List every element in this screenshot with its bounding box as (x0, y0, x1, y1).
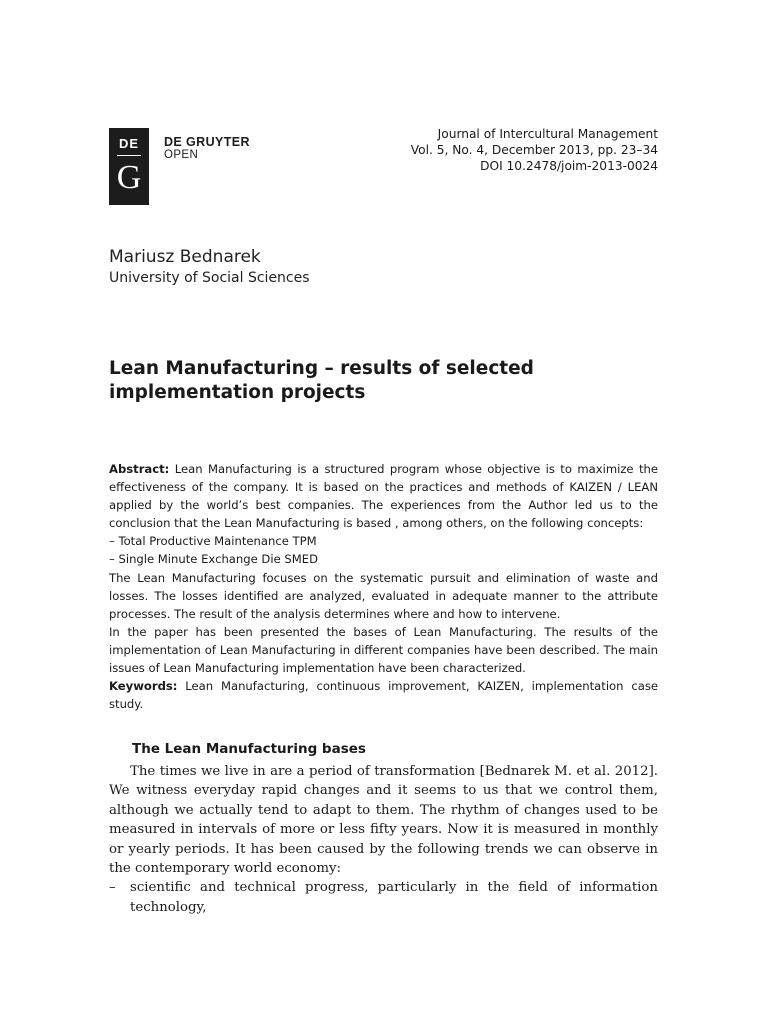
body-paragraph: The times we live in are a period of transformation [Bednarek M. et al. 2012]. We witness everyday rapid changes and it seems to us that we control them, although we actually tend to adapt to them. The rhythm of changes used to be measured in intervals of more or less fifty years. Now it is measured in monthly or yearly periods. It has been caused by the following trends we can observe in the contemporary world economy: (109, 764, 658, 877)
logo-divider (117, 155, 141, 156)
publisher-imprint: OPEN (164, 149, 199, 161)
keywords-label: Keywords: (109, 679, 178, 694)
logo-bottom-text: G (116, 159, 142, 196)
journal-doi: DOI 10.2478/joim-2013-0024 (480, 159, 658, 173)
author-affiliation: University of Social Sciences (109, 270, 310, 286)
keywords-text: Lean Manufacturing, continuous improvement, KAIZEN, implementation case study. (109, 679, 658, 712)
abstract-concept: – Single Minute Exchange Die SMED (109, 552, 319, 567)
journal-name: Journal of Intercultural Management (437, 127, 658, 141)
abstract-paragraph: In the paper has been presented the bases of Lean Manufacturing. The results of the implementation of Lean Manufacturing in different companies have been described. The main issues of Lean Manufacturing implementation have been characterized. (109, 624, 658, 676)
publisher-name (164, 135, 250, 162)
abstract-intro (109, 460, 658, 532)
keywords (109, 677, 658, 713)
de-gruyter-logo (109, 128, 149, 205)
list-dash: – (109, 880, 116, 896)
author-block (109, 246, 310, 288)
abstract-concept: – Total Productive Maintenance TPM (109, 534, 317, 549)
abstract-paragraph: The Lean Manufacturing focuses on the systematic pursuit and elimination of waste and losses. The losses identified are analyzed, evaluated in adequate manner to the attribute processes. The result of the analysis determines where and how to intervene. (109, 570, 658, 621)
trend-list (109, 878, 658, 917)
journal-volume: Vol. 5, No. 4, December 2013, pp. 23–34 (410, 143, 658, 157)
publisher-title: DE GRUYTER (164, 135, 250, 149)
list-item-text: scientific and technical progress, particularly in the field of information technology, (130, 880, 658, 915)
author-name: Mariusz Bednarek (109, 247, 261, 267)
logo-top-text: DE (118, 136, 140, 151)
journal-info (411, 126, 658, 174)
abstract-label: Abstract: (109, 462, 170, 476)
body-text (109, 762, 658, 917)
abstract (109, 460, 658, 713)
list-item (109, 878, 658, 917)
paper-title: Lean Manufacturing – results of selected implementation projects (109, 358, 534, 403)
abstract-intro-text: Lean Manufacturing is a structured program whose objective is to maximize the effectiveness of the company. It is based on the practices and methods of KAIZEN / LEAN applied by the world’s best companies. The experiences from the Author led us to the conclusion that the Lean Manufacturing is based , among others, on the following concepts: (109, 462, 658, 531)
section-heading: The Lean Manufacturing bases (132, 741, 366, 757)
